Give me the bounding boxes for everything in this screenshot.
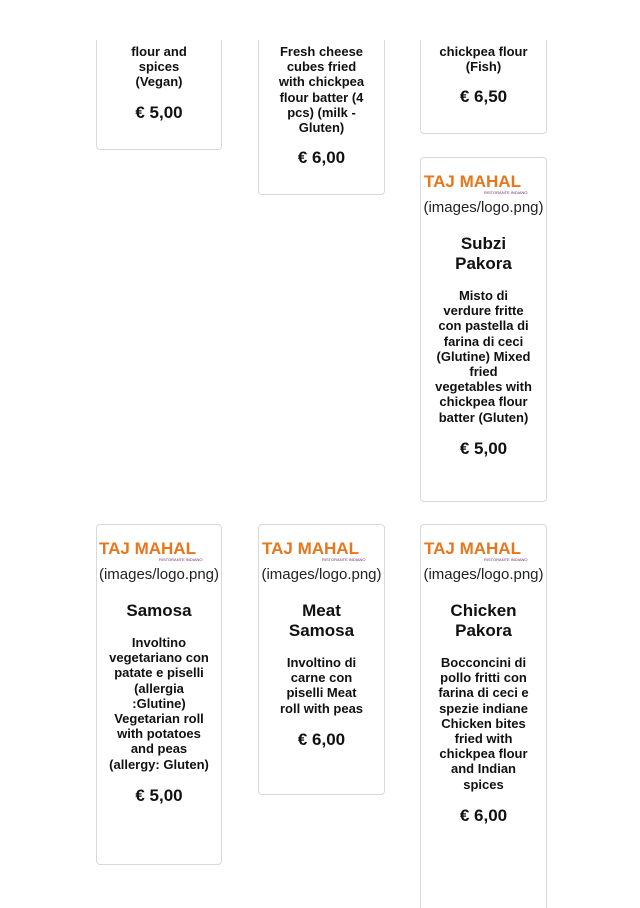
item-price: € 6,00: [297, 729, 346, 749]
logo-tagline: RISTORANTE INDIANO: [483, 190, 527, 195]
item-description: Bocconcini di pollo fritti con farina di ceci e spezie indiane Chicken bites fried with chickpea flour and Indian spices: [438, 655, 529, 792]
logo-wordmark: TAJ MAHAL: [261, 539, 359, 558]
item-name: Chicken Pakora: [450, 601, 517, 640]
item-name: Subzi Pakora: [455, 234, 512, 273]
item-price: € 6,50: [459, 87, 508, 107]
item-price: € 6,00: [297, 148, 346, 168]
logo-tagline: RISTORANTE INDIANO: [159, 557, 203, 562]
item-price: € 5,00: [135, 102, 183, 122]
logo-alt-text: (images/logo.png): [261, 566, 382, 583]
item-price: € 5,00: [135, 785, 183, 805]
item-description: flour and spices (Vegan): [131, 44, 187, 90]
item-name: Samosa: [126, 601, 192, 620]
menu-card-partial-right: [420, 40, 547, 134]
item-description: chickpea flour (Fish): [439, 44, 528, 75]
item-description: Involtino di carne con piselli Meat roll with peas: [279, 655, 364, 716]
logo-alt-text: (images/logo.png): [423, 566, 544, 583]
logo-alt-text: (images/logo.png): [98, 566, 220, 583]
taj-mahal-logo: [424, 170, 544, 196]
menu-card-subzi-pakora[interactable]: [420, 157, 547, 502]
item-price: € 5,00: [459, 438, 508, 458]
menu-card-chicken-pakora[interactable]: [420, 524, 547, 908]
taj-mahal-logo: [99, 537, 219, 563]
item-price: € 6,00: [459, 805, 508, 825]
item-name: Meat Samosa: [288, 601, 355, 640]
logo-tagline: RISTORANTE INDIANO: [483, 557, 527, 562]
item-description: Fresh cheese cubes fried with chickpea flour batter (4 pcs) (milk - Gluten): [278, 44, 365, 136]
logo-wordmark: TAJ MAHAL: [99, 539, 196, 558]
logo-tagline: RISTORANTE INDIANO: [321, 557, 365, 562]
taj-mahal-logo: [262, 537, 382, 563]
taj-mahal-logo: [424, 537, 544, 563]
item-description: Involtino vegetariano con patate e piselli (allergia :Glutine) Vegetarian roll with potatoes and peas (allergy: Gluten): [109, 635, 209, 772]
item-description: Misto di verdure fritte con pastella di farina di ceci (Glutine) Mixed fried vegetables with chickpea flour batter (Gluten): [435, 288, 532, 425]
logo-alt-text: (images/logo.png): [423, 199, 544, 216]
menu-card-partial-left: [96, 40, 222, 150]
logo-wordmark: TAJ MAHAL: [423, 539, 521, 558]
menu-card-samosa[interactable]: [96, 524, 222, 865]
logo-wordmark: TAJ MAHAL: [423, 172, 521, 191]
menu-card-partial-middle: [258, 40, 385, 195]
menu-card-meat-samosa[interactable]: [258, 524, 385, 795]
